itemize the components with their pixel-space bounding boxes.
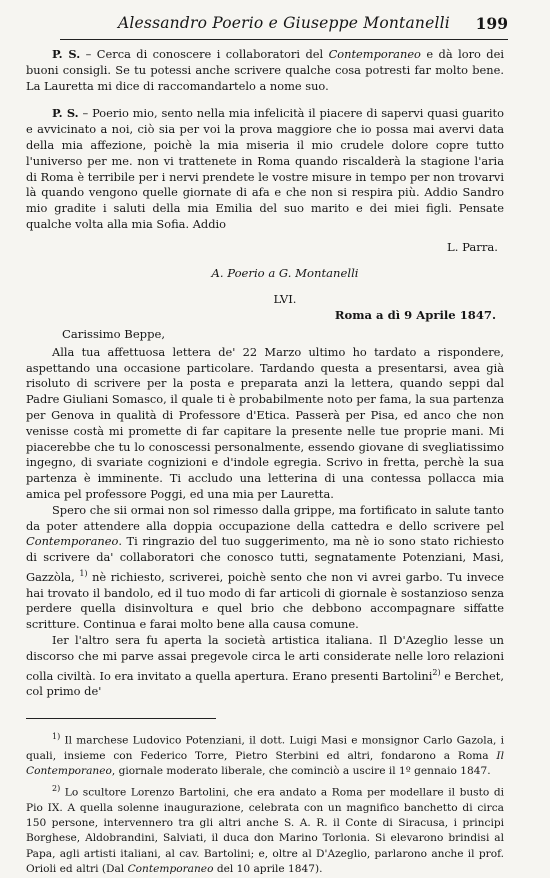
letter-number: LVI. (273, 291, 297, 306)
postscript-paragraph (26, 47, 504, 94)
footnote-text: Il marchese Ludovico Potenziani, il dott. Luigi Masi e monsignor Carlo Gazola, i quali, insieme con Federico Torre, Pietro Sterbini ed altri, fondarono a Roma (26, 734, 504, 762)
postscript-text: – Poerio mio, sento nella mia infelicità il piacere di sapervi quasi guarito e avvicinato a noi, ciò sia per voi la prova maggiore che io possa mai avervi data della mia affezione, poichè la mia miseria il mio crudele dolore copre tutto l'universo per me. non vi trattenete in Roma quando riscalderà la stagione l'aria di Roma è terribile per i nervi prendete le vostre misure in tempo per non trovarvi là quando vengono quelle giornate di afa e che non si respira più. Addio Sandro mio gradite i saluti della mia Emilia del suo marito e dei miei figli. Pensate qualche volta alla mia Sofia. Addio (26, 106, 504, 231)
running-title: Alessandro Poerio e Giuseppe Montanelli (118, 14, 450, 32)
letter-heading: A. Poerio a G. Montanelli (211, 265, 359, 280)
signature: L. Parra. (447, 239, 498, 254)
letter-date: Roma a dì 9 Aprile 1847. (334, 307, 496, 322)
footnote-text: , giornale moderato liberale, che cominciò a uscire il 1º gennaio 1847. (111, 765, 491, 778)
footnote-text: del 10 aprile 1847). (213, 863, 323, 876)
running-header (60, 14, 508, 38)
footnote-mark: 2) (52, 783, 61, 793)
footnote-mark: 1) (52, 731, 61, 741)
footnote-text: Lo scultore Lorenzo Bartolini, che era andato a Roma per modellare il busto di Pio IX. A quella solenne inaugurazione, celebrata con un magnifico banchetto di circa 150 persone, intervennero tra gli altri anche S. A. R. il Conte di Siracusa, i principi Borghese, Aldobrandini, Salviati, il duca don Marino Torlonia. Si elevarono brindisi al Papa, agli artisti italiani, al cav. Bartolini; e, oltre al D'Azeglio, parlarono anche il prof. Orioli ed altri (Dal (26, 786, 504, 876)
page-number: 199 (475, 14, 508, 33)
page-body (26, 47, 504, 878)
header-rule (60, 39, 508, 40)
paragraph-text: e Berchet, col primo de' (26, 668, 504, 699)
paragraph-text: Spero che sii ormai non sol rimesso dalla grippe, ma fortificato in salute tanto da poter attendere alla doppia occupazione della cattedra e dello scrivere pel (26, 502, 504, 533)
footnote-rule (26, 718, 216, 719)
paragraph-text: Ier l'altro sera fu aperta la società artistica italiana. Il D'Azeglio lesse un discorso che mi parve assai pregevole circa le arti considerate nelle loro relazioni colla civiltà. Io era invitato a quella apertura. Erano presenti Bartolini (26, 632, 504, 683)
postscript-label: P. S. (52, 106, 79, 121)
postscript-text: e dà loro dei buoni consigli. Se tu potessi anche scrivere qualche cosa potresti far molto bene. La Lauretta mi dice di raccomandartelo a nome suo. (26, 47, 504, 93)
journal-title: Contemporaneo (328, 47, 421, 61)
letter-paragraph (26, 503, 504, 633)
paragraph-text: . Ti ringrazio del tuo suggerimento, ma nè io sono stato richiesto di scrivere da' collaboratori che conosco tutti, segnatamente Potenziani, Masi, Gazzòla, (26, 534, 504, 584)
journal-title: Il Contemporaneo (26, 749, 504, 778)
journal-title: Contemporaneo (26, 534, 119, 549)
paragraph-text: nè richiesto, scriverei, poichè sento che non vi avrei garbo. Tu invece hai trovato il bandolo, ed il tuo modo di far articoli di giornale è sostanzioso senza perdere quella disinvoltura e quel brio che debbono accompagnare siffatte scritture. Continua e farai molto bene alla causa comune. (26, 569, 504, 632)
letter-paragraph (26, 633, 504, 700)
postscript-paragraph (26, 106, 504, 232)
footnote (26, 729, 504, 780)
footnote (26, 781, 504, 878)
postscript-text: – Cerca di conoscere i collaboratori del (80, 47, 329, 61)
letter-salutation: Carissimo Beppe, (62, 326, 166, 341)
journal-title: Contemporaneo (127, 863, 214, 876)
footnote-reference: 2) (432, 667, 441, 677)
letter-paragraph: Alla tua affettuosa lettera de' 22 Marzo ultimo ho tardato a rispondere, aspettando una occasione particolare. Tardando questa a presentarsi, avea già risoluto di scrivere per la posta e preparata anzi la lettera, quando seppi dal Padre Giuliani Somasco, il quale ti è probabilmente noto per fama, la sua partenza per Genova in qualità di Professore d'Etica. Passerà per Pisa, ed anco che non venisse costà mi promette di far capitare la presente nelle tue proprie mani. Mi piacerebbe che tu lo conoscessi personalmente, essendo giovane di svegliatissimo ingegno, di svariate cognizioni e d'indole egregia. Scrivo in fretta, perchè la sua partenza è imminente. Ti accludo una letterina di una contessa pollacca mia amica pel professore Poggi, ed una mia per Lauretta. (26, 344, 504, 501)
postscript-label: P. S. (52, 47, 81, 61)
footnote-reference: 1) (79, 568, 88, 578)
